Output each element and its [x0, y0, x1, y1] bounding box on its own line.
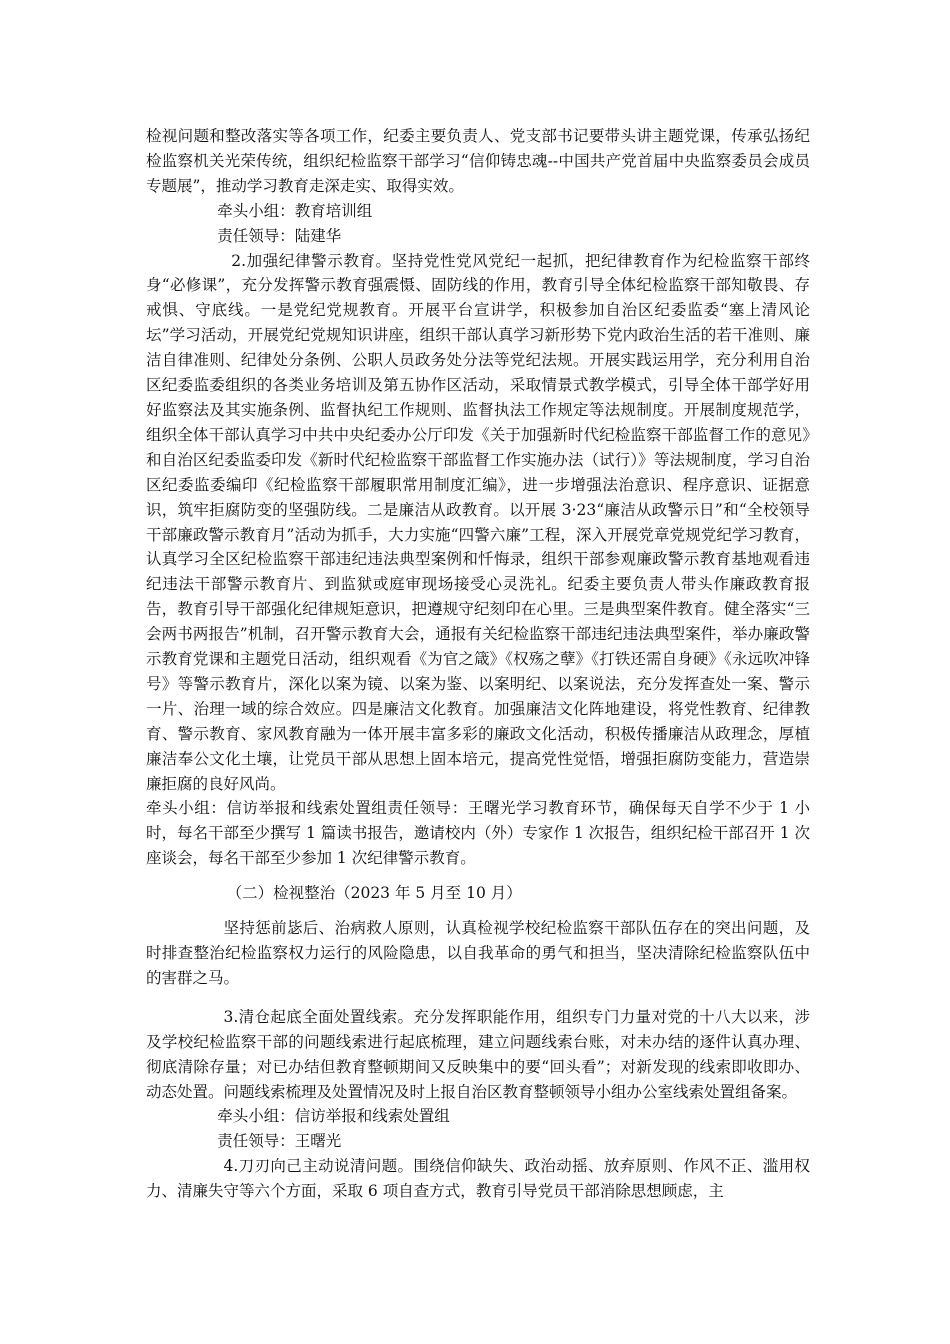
paragraph-continuation: 检视问题和整改落实等各项工作，纪委主要负责人、党支部书记要带头讲主题党课，传承弘扬纪检监察机关光荣传统，组织纪检监察干部学习“信仰铸忠魂--中国共产党首届中央监察委员会成员专题展”，推动学习教育走深走实、取得实效。 — [146, 127, 810, 195]
responsible-leader-line: 责任领导：陆建华 — [217, 226, 342, 245]
lead-group-line: 牵头小组：教育培训组 — [217, 201, 373, 220]
document-body — [146, 124, 810, 1204]
section-4-self-examination: 4.刀刃向己主动说清问题。围绕信仰缺失、政治动摇、放弃原则、作风不正、滥用权力、清廉失守等六个方面，采取 6 项自查方式，教育引导党员干部消除思想顾虑，主 — [146, 1157, 810, 1201]
section-2-discipline-education: 2.加强纪律警示教育。坚持党性党风党纪一起抓，把纪律教育作为纪检监察干部终身“必修课”，充分发挥警示教育强震慑、固防线的作用，教育引导全体纪检监察干部知敬畏、存戒惧、守底线。一是党纪党规教育。开展平台宣讲学，积极参加自治区纪委监委“塞上清风论坛”学习活动，开展党纪党规知识讲座，组织干部认真学习新形势下党内政治生活的若干准则、廉洁自律准则、纪律处分条例、公职人员政务处分法等党纪法规。开展实践运用学，充分利用自治区纪委监委组织的各类业务培训及第五协作区活动，采取情景式教学模式，引导全体干部学好用好监察法及其实施条例、监督执纪工作规则、监督执法工作规定等法规制度。开展制度规范学，组织全体干部认真学习中共中央纪委办公厅印发《关于加强新时代纪检监察干部监督工作的意见》和自治区纪委监委印发《新时代纪检监察干部监督工作实施办法（试行）》等法规制度，学习自治区纪委监委编印《纪检监察干部履职常用制度汇编》，进一步增强法治意识、程序意识、证据意识，筑牢拒腐防变的坚强防线。二是廉洁从政教育。以开展 3·23“廉洁从政警示日”和“全校领导干部廉政警示教育月”活动为抓手，大力实施“四警六廉”工程，深入开展党章党规党纪学习教育，认真学习全区纪检监察干部违纪违法典型案例和忏悔录，组织干部参观廉政警示教育基地观看违纪违法干部警示教育片、到监狱或庭审现场接受心灵洗礼。纪委主要负责人带头作廉政教育报告，教育引导干部强化纪律规矩意识，把遵规守纪刻印在心里。三是典型案件教育。健全落实“三会两书两报告”机制，召开警示教育大会，通报有关纪检监察干部违纪违法典型案件，举办廉政警示教育党课和主题党日活动，组织观看《为官之箴》《权殇之孽》《打铁还需自身硬》《永远吹冲锋号》等警示教育片，深化以案为镜、以案为鉴、以案明纪、以案说法，充分发挥查处一案、警示一片、治理一域的综合效应。四是廉洁文化教育。加强廉洁文化阵地建设，将党性教育、纪律教育、警示教育、家风教育融为一体开展丰富多彩的廉政文化活动，积极传播廉洁从政理念，厚植廉洁奉公文化土壤，让党员干部从思想上固本培元，提高党性觉悟，增强拒腐防变能力，营造崇廉拒腐的良好风尚。 — [146, 251, 810, 793]
section-3-clue-handling: 3.清仓起底全面处置线索。充分发挥职能作用，组织专门力量对党的十八大以来，涉及学校纪检监察干部的问题线索进行起底梳理，建立问题线索台账，对未办结的逐件认真办理、彻底清除存量；对已办结但教育整顿期间又反映集中的要“回头看”；对新发现的线索即收即办、动态处置。问题线索梳理及处置情况及时上报自治区教育整顿领导小组办公室线索处置组备案。 — [146, 1007, 810, 1101]
responsible-leader-line-2: 责任领导：王曙光 — [217, 1132, 342, 1151]
lead-group-and-leader-line: 牵头小组：信访举报和线索处置组责任领导：王曙光学习教育环节，确保每天自学不少于 1 小时，每名干部至少撰写 1 篇读书报告，邀请校内（外）专家作 1 次报告，组织纪检干部召开 1 次座谈会，每名干部至少参加 1 次纪律警示教育。 — [146, 799, 810, 868]
inspection-intro-paragraph: 坚持惩前毖后、治病救人原则，认真检视学校纪检监察干部队伍存在的突出问题，及时排查整治纪检监察权力运行的风险隐患，以自我革命的勇气和担当，坚决清除纪检监察队伍中的害群之马。 — [146, 919, 810, 987]
section-heading-inspection: （二）检视整治（2023 年 5 月至 10 月） — [226, 884, 522, 903]
lead-group-line-2: 牵头小组：信访举报和线索处置组 — [217, 1107, 450, 1126]
